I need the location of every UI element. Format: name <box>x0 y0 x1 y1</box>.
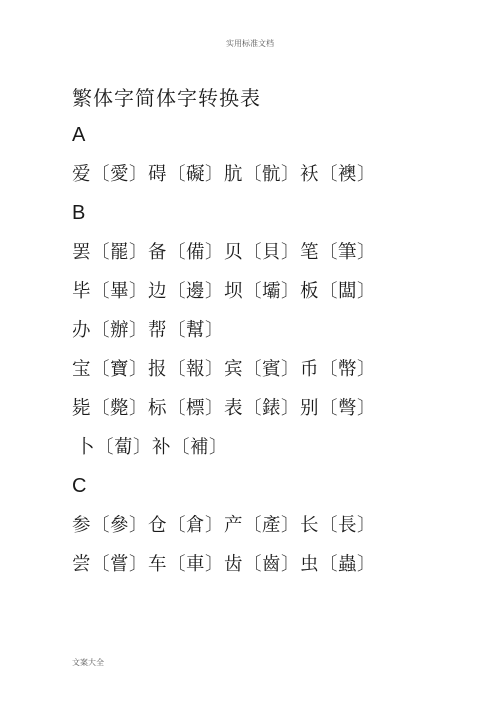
conversion-row: 爱〔愛〕碍〔礙〕肮〔骯〕袄〔襖〕 <box>72 164 377 185</box>
section-letter-a: A <box>72 124 86 146</box>
page-header: 实用标准文档 <box>226 39 274 48</box>
conversion-row: 宝〔寶〕报〔報〕宾〔賓〕币〔幣〕 <box>72 359 377 380</box>
page-footer: 文案大全 <box>72 658 104 667</box>
conversion-row: 参〔參〕仓〔倉〕产〔產〕长〔長〕 <box>72 515 377 536</box>
document-title: 繁体字简体字转换表 <box>72 86 261 110</box>
section-letter-c: C <box>72 475 87 497</box>
conversion-row: 罢〔罷〕备〔備〕贝〔貝〕笔〔筆〕 <box>72 242 377 263</box>
conversion-row: 尝〔嘗〕车〔車〕齿〔齒〕虫〔蟲〕 <box>72 554 377 575</box>
conversion-row: 毕〔畢〕边〔邊〕坝〔壩〕板〔闆〕 <box>72 281 377 302</box>
conversion-row: 办〔辦〕帮〔幫〕 <box>72 320 225 341</box>
conversion-row: 卜〔蔔〕补〔補〕 <box>76 437 229 458</box>
conversion-row: 毙〔斃〕标〔標〕表〔錶〕别〔彆〕 <box>72 398 377 419</box>
section-letter-b: B <box>72 202 86 224</box>
